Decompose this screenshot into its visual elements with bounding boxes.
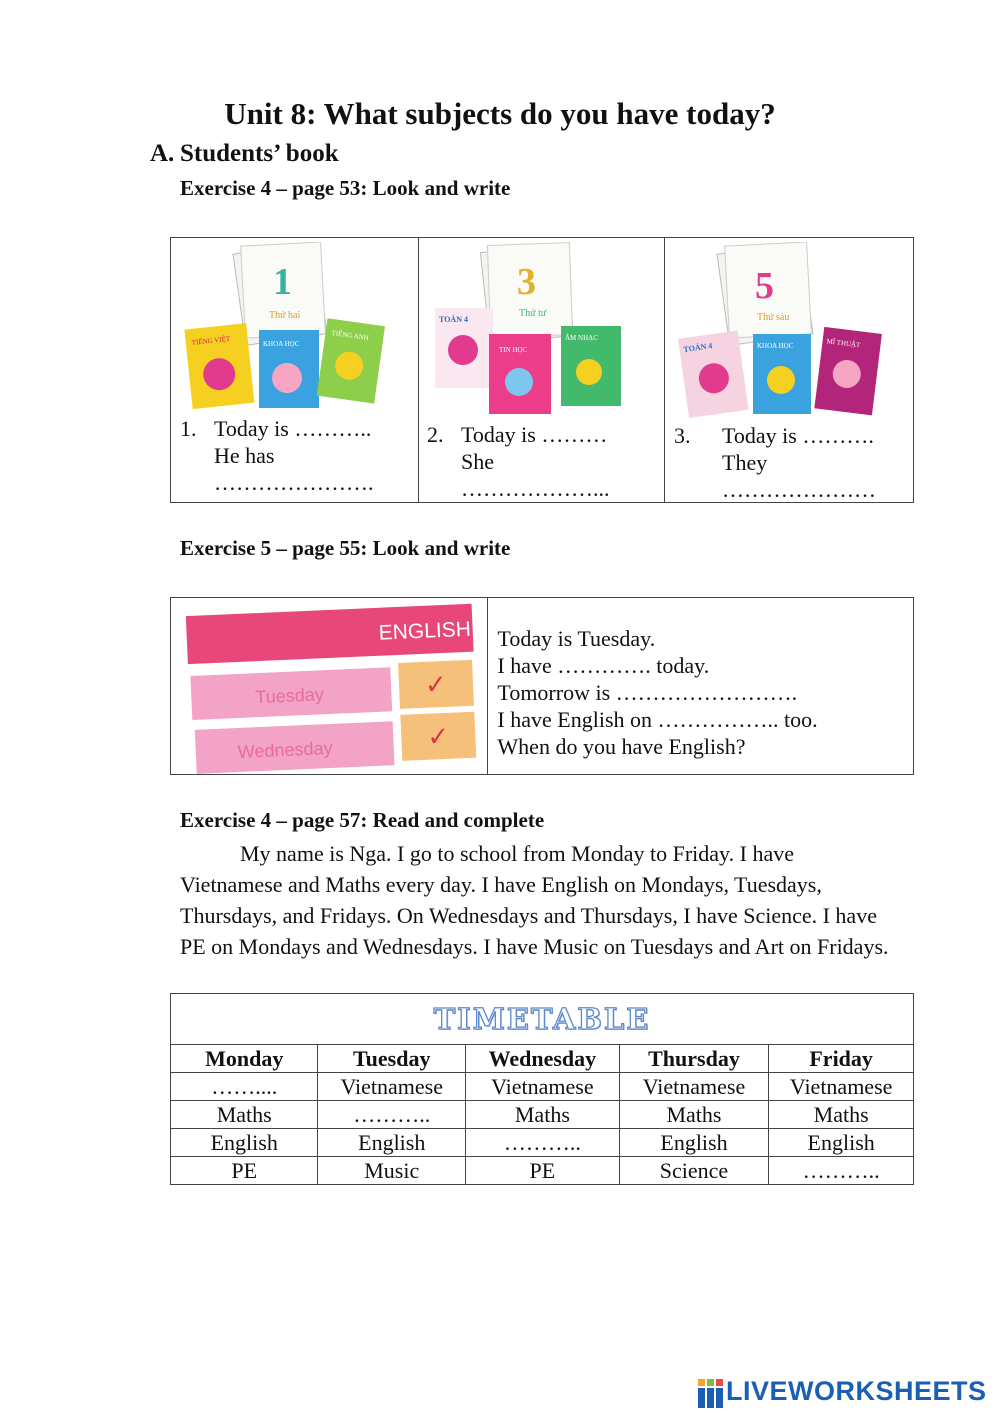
- check-icon: ✓: [424, 669, 448, 700]
- table-cell: Maths: [619, 1101, 769, 1129]
- calendar-number: 5: [755, 265, 774, 307]
- section-text: Students’ book: [180, 140, 339, 167]
- book-label: TIẾNG VIỆT: [191, 334, 231, 347]
- table-cell[interactable]: ………..: [466, 1129, 620, 1157]
- item-line-2: He has: [214, 443, 275, 468]
- section-label: A.: [150, 140, 175, 167]
- check-icon: ✓: [426, 721, 450, 752]
- item-line-3: ………………….: [214, 470, 374, 495]
- exercise-2-heading: Exercise 5 – page 55: Look and write: [180, 536, 511, 560]
- exercise-2-line: When do you have English?: [497, 734, 746, 759]
- timetable: [170, 993, 914, 1185]
- exercise-2-line: I have …………. today.: [497, 653, 710, 678]
- exercise-1-cell-1: [171, 238, 419, 503]
- table-cell: Maths: [769, 1101, 914, 1129]
- item-line-1: Today is ………: [461, 422, 608, 447]
- exercise-2-line: Today is Tuesday.: [497, 626, 656, 651]
- tuesday-label: Tuesday: [254, 684, 325, 708]
- reading-paragraph: [180, 838, 900, 962]
- calendar-number: 3: [517, 261, 536, 303]
- calendar-day: Thứ tư: [519, 308, 547, 319]
- item-number: 2.: [427, 422, 444, 447]
- column-header: Friday: [769, 1045, 914, 1073]
- table-cell[interactable]: ………..: [318, 1101, 466, 1129]
- liveworksheets-logo: [698, 1376, 998, 1410]
- calendar-day: Thứ hai: [269, 310, 301, 321]
- timetable-title: TIMETABLE: [433, 1002, 651, 1036]
- timetable-caption-cell: [171, 994, 914, 1045]
- exercise-3-heading: Exercise 4 – page 57: Read and complete: [180, 808, 545, 832]
- column-header: Thursday: [619, 1045, 769, 1073]
- table-cell: Maths: [466, 1101, 620, 1129]
- table-cell[interactable]: ………..: [769, 1157, 914, 1185]
- item-number: 3.: [674, 423, 691, 448]
- english-label: ENGLISH: [378, 617, 472, 645]
- exercise-1-heading: Exercise 4 – page 53: Look and write: [180, 176, 511, 200]
- table-row: [171, 1073, 914, 1101]
- item-line-2: She: [461, 449, 494, 474]
- exercise-2-lines: [497, 625, 817, 760]
- exercise-1-cell-3: [665, 238, 914, 503]
- table-cell: Vietnamese: [769, 1073, 914, 1101]
- exercise-2-image-cell: [171, 598, 488, 775]
- calendar-number: 1: [273, 261, 292, 303]
- exercise-2-text-cell: [488, 598, 914, 775]
- page-title: Unit 8: What subjects do you have today?: [224, 96, 776, 131]
- table-cell: PE: [171, 1157, 318, 1185]
- table-cell[interactable]: ……....: [171, 1073, 318, 1101]
- table-cell: Vietnamese: [619, 1073, 769, 1101]
- exercise-2-line: I have English on …………….. too.: [497, 707, 818, 732]
- table-cell: Vietnamese: [466, 1073, 620, 1101]
- table-cell: English: [171, 1129, 318, 1157]
- table-cell: Vietnamese: [318, 1073, 466, 1101]
- item-number: 1.: [180, 416, 197, 441]
- table-row: [171, 1157, 914, 1185]
- column-header: Tuesday: [318, 1045, 466, 1073]
- item-line-2: They: [722, 450, 768, 475]
- book-label: KHOA HỌC: [263, 340, 300, 348]
- exercise-1-cell-2: [419, 238, 665, 503]
- book-label: TIN HỌC: [499, 346, 528, 354]
- logo-text: LIVEWORKSHEETS: [726, 1376, 987, 1406]
- exercise-2-table: [170, 597, 914, 775]
- wednesday-label: Wednesday: [237, 737, 333, 763]
- table-cell: English: [769, 1129, 914, 1157]
- book-label: TOÁN 4: [439, 315, 468, 324]
- english-schedule-image: [179, 598, 479, 774]
- table-cell: Maths: [171, 1101, 318, 1129]
- exercise-1-table: [170, 237, 914, 503]
- book-label: ÂM NHẠC: [565, 334, 598, 342]
- table-cell: PE: [466, 1157, 620, 1185]
- book-label: TOÁN 4: [682, 341, 713, 355]
- reading-text: My name is Nga. I go to school from Monday to Friday. I have Vietnamese and Maths every day. I have English on Mondays, Tuesdays, Thursdays, and Fridays. On Wednesdays and Thursdays, I have Science. I have PE on Mondays and Wednesdays. I have Music on Tuesdays and Art on Fridays.: [180, 841, 889, 959]
- book-label: TIẾNG ANH: [330, 329, 370, 343]
- book-label: MĨ THUẬT: [826, 337, 861, 350]
- timetable-header-row: [171, 1045, 914, 1073]
- book-label: KHOA HỌC: [757, 342, 794, 350]
- table-row: [171, 1129, 914, 1157]
- table-row: [171, 1101, 914, 1129]
- column-header: Wednesday: [466, 1045, 620, 1073]
- item-line-1: Today is ……….: [722, 423, 874, 448]
- table-cell: English: [619, 1129, 769, 1157]
- calendar-day: Thứ sáu: [757, 312, 790, 323]
- item-line-1: Today is ………..: [214, 416, 372, 441]
- item-line-3: ………………...: [461, 476, 610, 501]
- exercise-2-line: Tomorrow is …………………….: [497, 680, 798, 705]
- logo-icon: [698, 1379, 724, 1409]
- column-header: Monday: [171, 1045, 318, 1073]
- table-cell: English: [318, 1129, 466, 1157]
- calendar-books-image-2: [429, 242, 639, 417]
- table-cell: Music: [318, 1157, 466, 1185]
- item-line-3: …………………: [722, 477, 876, 502]
- section-heading: [150, 140, 339, 168]
- calendar-books-image-3: [675, 242, 885, 422]
- calendar-books-image-1: [181, 242, 391, 417]
- table-cell: Science: [619, 1157, 769, 1185]
